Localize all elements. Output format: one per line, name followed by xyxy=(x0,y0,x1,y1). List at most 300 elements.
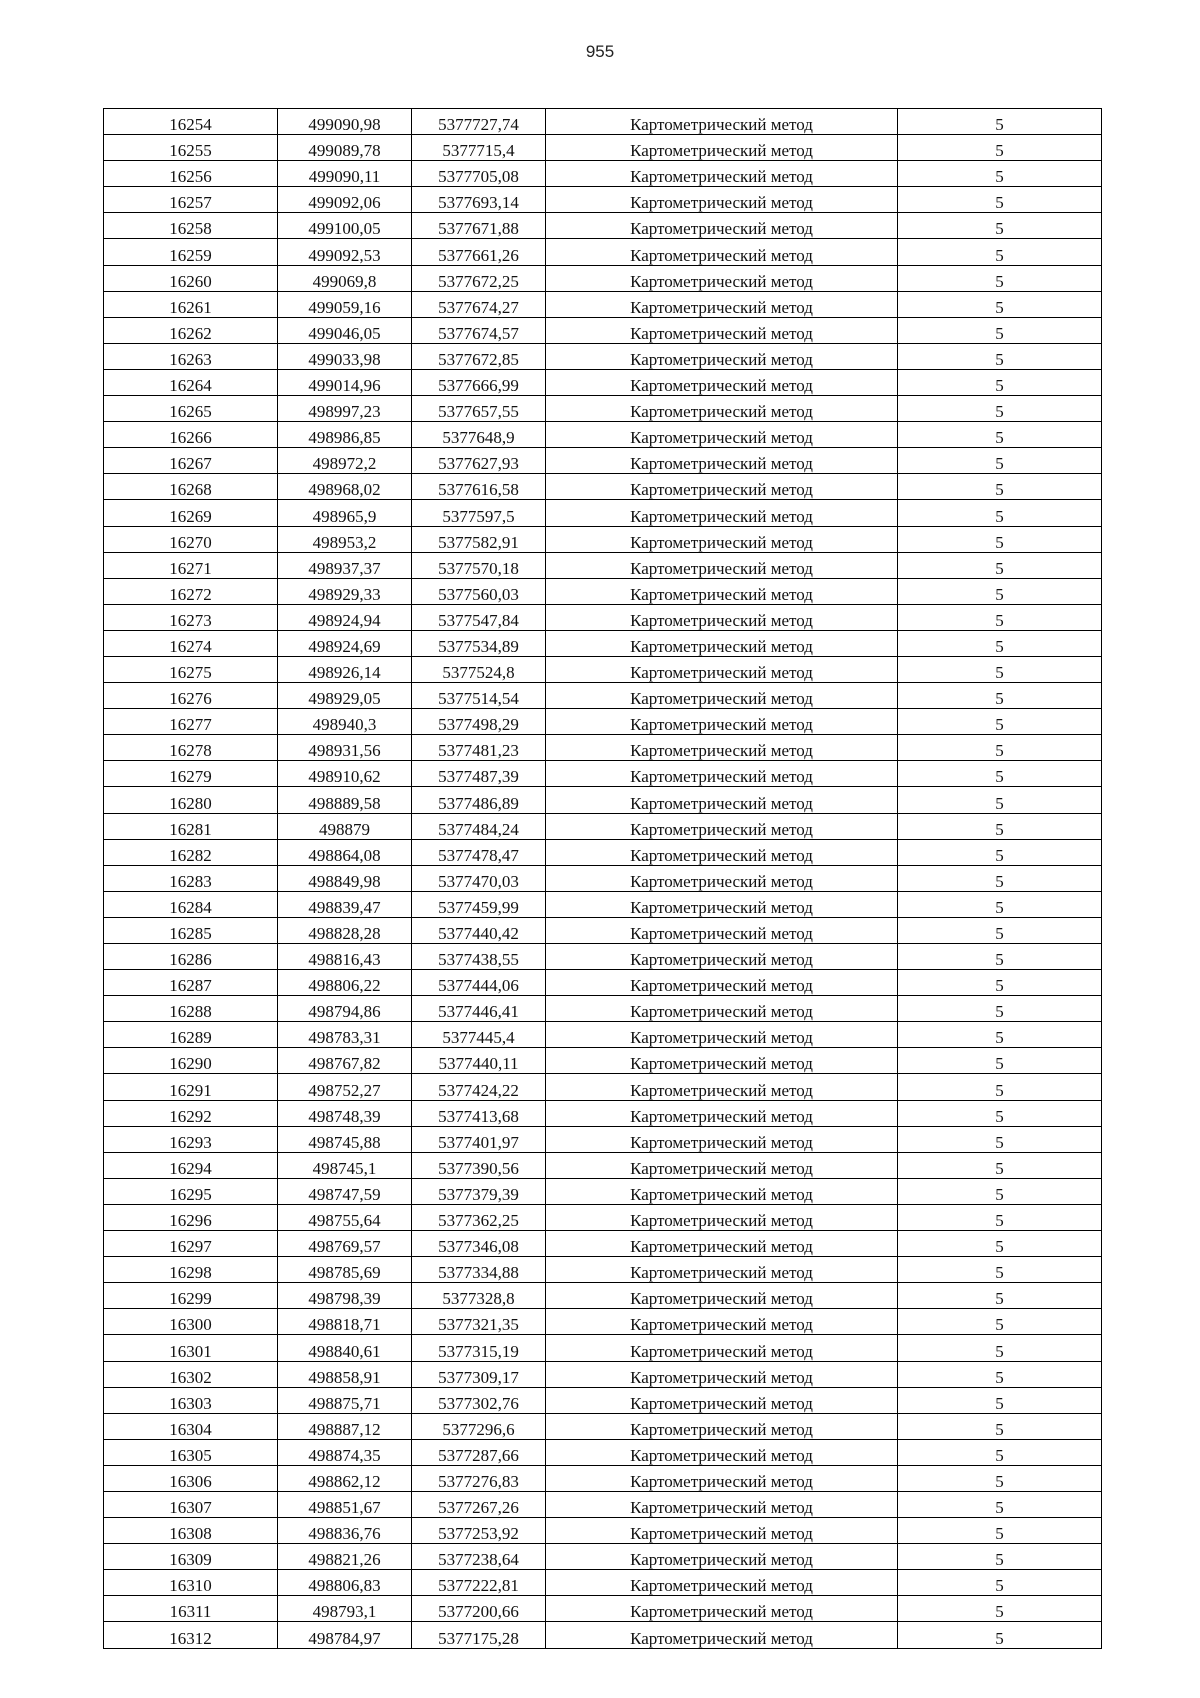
x-coordinate-cell: 498840,61 xyxy=(278,1335,412,1361)
x-coordinate-cell: 498929,33 xyxy=(278,578,412,604)
x-coordinate-cell: 498875,71 xyxy=(278,1387,412,1413)
method-cell: Картометрический метод xyxy=(546,709,898,735)
table-row xyxy=(104,161,1102,187)
point-number-cell: 16261 xyxy=(104,291,278,317)
accuracy-cell: 5 xyxy=(898,1048,1102,1074)
point-number-cell: 16291 xyxy=(104,1074,278,1100)
method-cell: Картометрический метод xyxy=(546,448,898,474)
accuracy-cell: 5 xyxy=(898,1413,1102,1439)
x-coordinate-cell: 498968,02 xyxy=(278,474,412,500)
accuracy-cell: 5 xyxy=(898,656,1102,682)
table-row xyxy=(104,317,1102,343)
method-cell: Картометрический метод xyxy=(546,1074,898,1100)
y-coordinate-cell: 5377328,8 xyxy=(412,1283,546,1309)
accuracy-cell: 5 xyxy=(898,109,1102,135)
accuracy-cell: 5 xyxy=(898,1622,1102,1648)
y-coordinate-cell: 5377486,89 xyxy=(412,787,546,813)
y-coordinate-cell: 5377693,14 xyxy=(412,187,546,213)
x-coordinate-cell: 498767,82 xyxy=(278,1048,412,1074)
y-coordinate-cell: 5377674,57 xyxy=(412,317,546,343)
point-number-cell: 16307 xyxy=(104,1491,278,1517)
accuracy-cell: 5 xyxy=(898,1126,1102,1152)
table-row xyxy=(104,891,1102,917)
accuracy-cell: 5 xyxy=(898,1257,1102,1283)
point-number-cell: 16284 xyxy=(104,891,278,917)
y-coordinate-cell: 5377570,18 xyxy=(412,552,546,578)
x-coordinate-cell: 498929,05 xyxy=(278,683,412,709)
method-cell: Картометрический метод xyxy=(546,761,898,787)
x-coordinate-cell: 498910,62 xyxy=(278,761,412,787)
accuracy-cell: 5 xyxy=(898,1570,1102,1596)
table-row xyxy=(104,839,1102,865)
table-row xyxy=(104,1178,1102,1204)
point-number-cell: 16260 xyxy=(104,265,278,291)
x-coordinate-cell: 498769,57 xyxy=(278,1231,412,1257)
x-coordinate-cell: 498816,43 xyxy=(278,944,412,970)
x-coordinate-cell: 499092,53 xyxy=(278,239,412,265)
point-number-cell: 16264 xyxy=(104,369,278,395)
accuracy-cell: 5 xyxy=(898,317,1102,343)
x-coordinate-cell: 499090,98 xyxy=(278,109,412,135)
y-coordinate-cell: 5377661,26 xyxy=(412,239,546,265)
table-row xyxy=(104,578,1102,604)
point-number-cell: 16282 xyxy=(104,839,278,865)
method-cell: Картометрический метод xyxy=(546,944,898,970)
accuracy-cell: 5 xyxy=(898,891,1102,917)
method-cell: Картометрический метод xyxy=(546,1257,898,1283)
x-coordinate-cell: 498986,85 xyxy=(278,422,412,448)
method-cell: Картометрический метод xyxy=(546,1518,898,1544)
accuracy-cell: 5 xyxy=(898,369,1102,395)
x-coordinate-cell: 498818,71 xyxy=(278,1309,412,1335)
y-coordinate-cell: 5377267,26 xyxy=(412,1491,546,1517)
accuracy-cell: 5 xyxy=(898,839,1102,865)
y-coordinate-cell: 5377315,19 xyxy=(412,1335,546,1361)
table-row xyxy=(104,656,1102,682)
y-coordinate-cell: 5377446,41 xyxy=(412,996,546,1022)
method-cell: Картометрический метод xyxy=(546,161,898,187)
method-cell: Картометрический метод xyxy=(546,683,898,709)
method-cell: Картометрический метод xyxy=(546,265,898,291)
table-row xyxy=(104,1622,1102,1648)
x-coordinate-cell: 499089,78 xyxy=(278,135,412,161)
x-coordinate-cell: 498752,27 xyxy=(278,1074,412,1100)
x-coordinate-cell: 498965,9 xyxy=(278,500,412,526)
table-row xyxy=(104,1283,1102,1309)
x-coordinate-cell: 498755,64 xyxy=(278,1204,412,1230)
y-coordinate-cell: 5377445,4 xyxy=(412,1022,546,1048)
y-coordinate-cell: 5377648,9 xyxy=(412,422,546,448)
accuracy-cell: 5 xyxy=(898,1309,1102,1335)
method-cell: Картометрический метод xyxy=(546,422,898,448)
y-coordinate-cell: 5377534,89 xyxy=(412,630,546,656)
y-coordinate-cell: 5377597,5 xyxy=(412,500,546,526)
y-coordinate-cell: 5377440,11 xyxy=(412,1048,546,1074)
table-row xyxy=(104,265,1102,291)
x-coordinate-cell: 498745,1 xyxy=(278,1152,412,1178)
x-coordinate-cell: 498783,31 xyxy=(278,1022,412,1048)
point-number-cell: 16255 xyxy=(104,135,278,161)
accuracy-cell: 5 xyxy=(898,970,1102,996)
point-number-cell: 16309 xyxy=(104,1544,278,1570)
y-coordinate-cell: 5377524,8 xyxy=(412,656,546,682)
x-coordinate-cell: 498972,2 xyxy=(278,448,412,474)
accuracy-cell: 5 xyxy=(898,761,1102,787)
point-number-cell: 16279 xyxy=(104,761,278,787)
x-coordinate-cell: 498862,12 xyxy=(278,1465,412,1491)
accuracy-cell: 5 xyxy=(898,1544,1102,1570)
x-coordinate-cell: 498924,94 xyxy=(278,604,412,630)
y-coordinate-cell: 5377498,29 xyxy=(412,709,546,735)
x-coordinate-cell: 499092,06 xyxy=(278,187,412,213)
point-number-cell: 16283 xyxy=(104,865,278,891)
method-cell: Картометрический метод xyxy=(546,1048,898,1074)
x-coordinate-cell: 498931,56 xyxy=(278,735,412,761)
x-coordinate-cell: 498745,88 xyxy=(278,1126,412,1152)
x-coordinate-cell: 499046,05 xyxy=(278,317,412,343)
accuracy-cell: 5 xyxy=(898,1439,1102,1465)
table-row xyxy=(104,109,1102,135)
y-coordinate-cell: 5377547,84 xyxy=(412,604,546,630)
y-coordinate-cell: 5377321,35 xyxy=(412,1309,546,1335)
table-row xyxy=(104,1387,1102,1413)
table-row xyxy=(104,917,1102,943)
table-row xyxy=(104,1439,1102,1465)
x-coordinate-cell: 499033,98 xyxy=(278,343,412,369)
y-coordinate-cell: 5377459,99 xyxy=(412,891,546,917)
accuracy-cell: 5 xyxy=(898,291,1102,317)
point-number-cell: 16304 xyxy=(104,1413,278,1439)
point-number-cell: 16306 xyxy=(104,1465,278,1491)
x-coordinate-cell: 498940,3 xyxy=(278,709,412,735)
y-coordinate-cell: 5377616,58 xyxy=(412,474,546,500)
point-number-cell: 16310 xyxy=(104,1570,278,1596)
x-coordinate-cell: 499100,05 xyxy=(278,213,412,239)
point-number-cell: 16267 xyxy=(104,448,278,474)
point-number-cell: 16273 xyxy=(104,604,278,630)
method-cell: Картометрический метод xyxy=(546,213,898,239)
y-coordinate-cell: 5377296,6 xyxy=(412,1413,546,1439)
y-coordinate-cell: 5377334,88 xyxy=(412,1257,546,1283)
method-cell: Картометрический метод xyxy=(546,1231,898,1257)
accuracy-cell: 5 xyxy=(898,1022,1102,1048)
table-row xyxy=(104,970,1102,996)
method-cell: Картометрический метод xyxy=(546,1361,898,1387)
table-row xyxy=(104,865,1102,891)
x-coordinate-cell: 498748,39 xyxy=(278,1100,412,1126)
y-coordinate-cell: 5377478,47 xyxy=(412,839,546,865)
method-cell: Картометрический метод xyxy=(546,813,898,839)
table-row xyxy=(104,526,1102,552)
x-coordinate-cell: 498836,76 xyxy=(278,1518,412,1544)
y-coordinate-cell: 5377672,85 xyxy=(412,343,546,369)
y-coordinate-cell: 5377200,66 xyxy=(412,1596,546,1622)
table-row xyxy=(104,1335,1102,1361)
accuracy-cell: 5 xyxy=(898,1074,1102,1100)
method-cell: Картометрический метод xyxy=(546,317,898,343)
table-row xyxy=(104,187,1102,213)
table-row xyxy=(104,1204,1102,1230)
y-coordinate-cell: 5377715,4 xyxy=(412,135,546,161)
accuracy-cell: 5 xyxy=(898,630,1102,656)
table-row xyxy=(104,135,1102,161)
point-number-cell: 16263 xyxy=(104,343,278,369)
table-row xyxy=(104,1257,1102,1283)
point-number-cell: 16265 xyxy=(104,396,278,422)
accuracy-cell: 5 xyxy=(898,1204,1102,1230)
accuracy-cell: 5 xyxy=(898,865,1102,891)
method-cell: Картометрический метод xyxy=(546,109,898,135)
x-coordinate-cell: 498864,08 xyxy=(278,839,412,865)
accuracy-cell: 5 xyxy=(898,1518,1102,1544)
y-coordinate-cell: 5377481,23 xyxy=(412,735,546,761)
method-cell: Картометрический метод xyxy=(546,369,898,395)
accuracy-cell: 5 xyxy=(898,552,1102,578)
method-cell: Картометрический метод xyxy=(546,343,898,369)
method-cell: Картометрический метод xyxy=(546,1152,898,1178)
x-coordinate-cell: 498937,37 xyxy=(278,552,412,578)
table-row xyxy=(104,1518,1102,1544)
x-coordinate-cell: 499059,16 xyxy=(278,291,412,317)
accuracy-cell: 5 xyxy=(898,813,1102,839)
method-cell: Картометрический метод xyxy=(546,656,898,682)
point-number-cell: 16270 xyxy=(104,526,278,552)
point-number-cell: 16259 xyxy=(104,239,278,265)
point-number-cell: 16296 xyxy=(104,1204,278,1230)
y-coordinate-cell: 5377390,56 xyxy=(412,1152,546,1178)
point-number-cell: 16280 xyxy=(104,787,278,813)
accuracy-cell: 5 xyxy=(898,1361,1102,1387)
method-cell: Картометрический метод xyxy=(546,578,898,604)
method-cell: Картометрический метод xyxy=(546,1387,898,1413)
x-coordinate-cell: 498785,69 xyxy=(278,1257,412,1283)
point-number-cell: 16302 xyxy=(104,1361,278,1387)
table-row xyxy=(104,369,1102,395)
method-cell: Картометрический метод xyxy=(546,187,898,213)
y-coordinate-cell: 5377222,81 xyxy=(412,1570,546,1596)
point-number-cell: 16305 xyxy=(104,1439,278,1465)
y-coordinate-cell: 5377484,24 xyxy=(412,813,546,839)
table-row xyxy=(104,709,1102,735)
accuracy-cell: 5 xyxy=(898,683,1102,709)
accuracy-cell: 5 xyxy=(898,1465,1102,1491)
table-row xyxy=(104,1126,1102,1152)
point-number-cell: 16274 xyxy=(104,630,278,656)
accuracy-cell: 5 xyxy=(898,1335,1102,1361)
y-coordinate-cell: 5377302,76 xyxy=(412,1387,546,1413)
method-cell: Картометрический метод xyxy=(546,1544,898,1570)
point-number-cell: 16287 xyxy=(104,970,278,996)
point-number-cell: 16281 xyxy=(104,813,278,839)
method-cell: Картометрический метод xyxy=(546,891,898,917)
method-cell: Картометрический метод xyxy=(546,1335,898,1361)
table-row xyxy=(104,761,1102,787)
method-cell: Картометрический метод xyxy=(546,970,898,996)
y-coordinate-cell: 5377413,68 xyxy=(412,1100,546,1126)
y-coordinate-cell: 5377560,03 xyxy=(412,578,546,604)
y-coordinate-cell: 5377514,54 xyxy=(412,683,546,709)
table-row xyxy=(104,213,1102,239)
point-number-cell: 16295 xyxy=(104,1178,278,1204)
table-row xyxy=(104,1022,1102,1048)
point-number-cell: 16298 xyxy=(104,1257,278,1283)
point-number-cell: 16289 xyxy=(104,1022,278,1048)
method-cell: Картометрический метод xyxy=(546,1126,898,1152)
table-row xyxy=(104,552,1102,578)
y-coordinate-cell: 5377487,39 xyxy=(412,761,546,787)
table-row xyxy=(104,343,1102,369)
table-row xyxy=(104,604,1102,630)
x-coordinate-cell: 498806,83 xyxy=(278,1570,412,1596)
x-coordinate-cell: 498851,67 xyxy=(278,1491,412,1517)
method-cell: Картометрический метод xyxy=(546,917,898,943)
x-coordinate-cell: 498858,91 xyxy=(278,1361,412,1387)
point-number-cell: 16303 xyxy=(104,1387,278,1413)
accuracy-cell: 5 xyxy=(898,1491,1102,1517)
point-number-cell: 16269 xyxy=(104,500,278,526)
accuracy-cell: 5 xyxy=(898,500,1102,526)
accuracy-cell: 5 xyxy=(898,996,1102,1022)
accuracy-cell: 5 xyxy=(898,1178,1102,1204)
x-coordinate-cell: 498926,14 xyxy=(278,656,412,682)
x-coordinate-cell: 499069,8 xyxy=(278,265,412,291)
accuracy-cell: 5 xyxy=(898,213,1102,239)
point-number-cell: 16300 xyxy=(104,1309,278,1335)
table-row xyxy=(104,1596,1102,1622)
x-coordinate-cell: 498874,35 xyxy=(278,1439,412,1465)
point-number-cell: 16299 xyxy=(104,1283,278,1309)
accuracy-cell: 5 xyxy=(898,709,1102,735)
accuracy-cell: 5 xyxy=(898,265,1102,291)
y-coordinate-cell: 5377253,92 xyxy=(412,1518,546,1544)
accuracy-cell: 5 xyxy=(898,1231,1102,1257)
y-coordinate-cell: 5377666,99 xyxy=(412,369,546,395)
method-cell: Картометрический метод xyxy=(546,1022,898,1048)
method-cell: Картометрический метод xyxy=(546,1596,898,1622)
table-row xyxy=(104,396,1102,422)
table-row xyxy=(104,500,1102,526)
point-number-cell: 16275 xyxy=(104,656,278,682)
x-coordinate-cell: 498828,28 xyxy=(278,917,412,943)
page-number: 955 xyxy=(585,42,615,61)
accuracy-cell: 5 xyxy=(898,448,1102,474)
table-row xyxy=(104,1309,1102,1335)
accuracy-cell: 5 xyxy=(898,474,1102,500)
method-cell: Картометрический метод xyxy=(546,1100,898,1126)
table-row xyxy=(104,1074,1102,1100)
x-coordinate-cell: 498839,47 xyxy=(278,891,412,917)
method-cell: Картометрический метод xyxy=(546,1309,898,1335)
point-number-cell: 16266 xyxy=(104,422,278,448)
point-number-cell: 16277 xyxy=(104,709,278,735)
accuracy-cell: 5 xyxy=(898,1387,1102,1413)
method-cell: Картометрический метод xyxy=(546,787,898,813)
accuracy-cell: 5 xyxy=(898,1152,1102,1178)
method-cell: Картометрический метод xyxy=(546,1465,898,1491)
table-row xyxy=(104,996,1102,1022)
point-number-cell: 16278 xyxy=(104,735,278,761)
y-coordinate-cell: 5377705,08 xyxy=(412,161,546,187)
y-coordinate-cell: 5377440,42 xyxy=(412,917,546,943)
y-coordinate-cell: 5377627,93 xyxy=(412,448,546,474)
accuracy-cell: 5 xyxy=(898,239,1102,265)
y-coordinate-cell: 5377674,27 xyxy=(412,291,546,317)
method-cell: Картометрический метод xyxy=(546,239,898,265)
point-number-cell: 16293 xyxy=(104,1126,278,1152)
point-number-cell: 16308 xyxy=(104,1518,278,1544)
y-coordinate-cell: 5377671,88 xyxy=(412,213,546,239)
y-coordinate-cell: 5377672,25 xyxy=(412,265,546,291)
method-cell: Картометрический метод xyxy=(546,1204,898,1230)
method-cell: Картометрический метод xyxy=(546,1622,898,1648)
accuracy-cell: 5 xyxy=(898,787,1102,813)
accuracy-cell: 5 xyxy=(898,578,1102,604)
y-coordinate-cell: 5377238,64 xyxy=(412,1544,546,1570)
table-row xyxy=(104,1544,1102,1570)
method-cell: Картометрический метод xyxy=(546,865,898,891)
x-coordinate-cell: 499090,11 xyxy=(278,161,412,187)
accuracy-cell: 5 xyxy=(898,422,1102,448)
y-coordinate-cell: 5377438,55 xyxy=(412,944,546,970)
accuracy-cell: 5 xyxy=(898,526,1102,552)
y-coordinate-cell: 5377362,25 xyxy=(412,1204,546,1230)
method-cell: Картометрический метод xyxy=(546,630,898,656)
table-row xyxy=(104,1465,1102,1491)
coordinates-table xyxy=(103,108,1102,1649)
method-cell: Картометрический метод xyxy=(546,604,898,630)
accuracy-cell: 5 xyxy=(898,135,1102,161)
point-number-cell: 16257 xyxy=(104,187,278,213)
y-coordinate-cell: 5377346,08 xyxy=(412,1231,546,1257)
y-coordinate-cell: 5377309,17 xyxy=(412,1361,546,1387)
table-row xyxy=(104,787,1102,813)
point-number-cell: 16301 xyxy=(104,1335,278,1361)
y-coordinate-cell: 5377470,03 xyxy=(412,865,546,891)
point-number-cell: 16312 xyxy=(104,1622,278,1648)
x-coordinate-cell: 498997,23 xyxy=(278,396,412,422)
point-number-cell: 16262 xyxy=(104,317,278,343)
point-number-cell: 16258 xyxy=(104,213,278,239)
table-row xyxy=(104,1231,1102,1257)
accuracy-cell: 5 xyxy=(898,604,1102,630)
point-number-cell: 16311 xyxy=(104,1596,278,1622)
table-row xyxy=(104,1570,1102,1596)
point-number-cell: 16297 xyxy=(104,1231,278,1257)
method-cell: Картометрический метод xyxy=(546,1570,898,1596)
table-row xyxy=(104,1361,1102,1387)
y-coordinate-cell: 5377444,06 xyxy=(412,970,546,996)
method-cell: Картометрический метод xyxy=(546,526,898,552)
x-coordinate-cell: 498924,69 xyxy=(278,630,412,656)
accuracy-cell: 5 xyxy=(898,161,1102,187)
point-number-cell: 16254 xyxy=(104,109,278,135)
x-coordinate-cell: 498784,97 xyxy=(278,1622,412,1648)
table-row xyxy=(104,630,1102,656)
x-coordinate-cell: 498879 xyxy=(278,813,412,839)
method-cell: Картометрический метод xyxy=(546,996,898,1022)
table-row xyxy=(104,1491,1102,1517)
point-number-cell: 16285 xyxy=(104,917,278,943)
point-number-cell: 16288 xyxy=(104,996,278,1022)
point-number-cell: 16268 xyxy=(104,474,278,500)
method-cell: Картометрический метод xyxy=(546,839,898,865)
method-cell: Картометрический метод xyxy=(546,396,898,422)
table-row xyxy=(104,944,1102,970)
point-number-cell: 16276 xyxy=(104,683,278,709)
accuracy-cell: 5 xyxy=(898,187,1102,213)
method-cell: Картометрический метод xyxy=(546,552,898,578)
x-coordinate-cell: 498806,22 xyxy=(278,970,412,996)
